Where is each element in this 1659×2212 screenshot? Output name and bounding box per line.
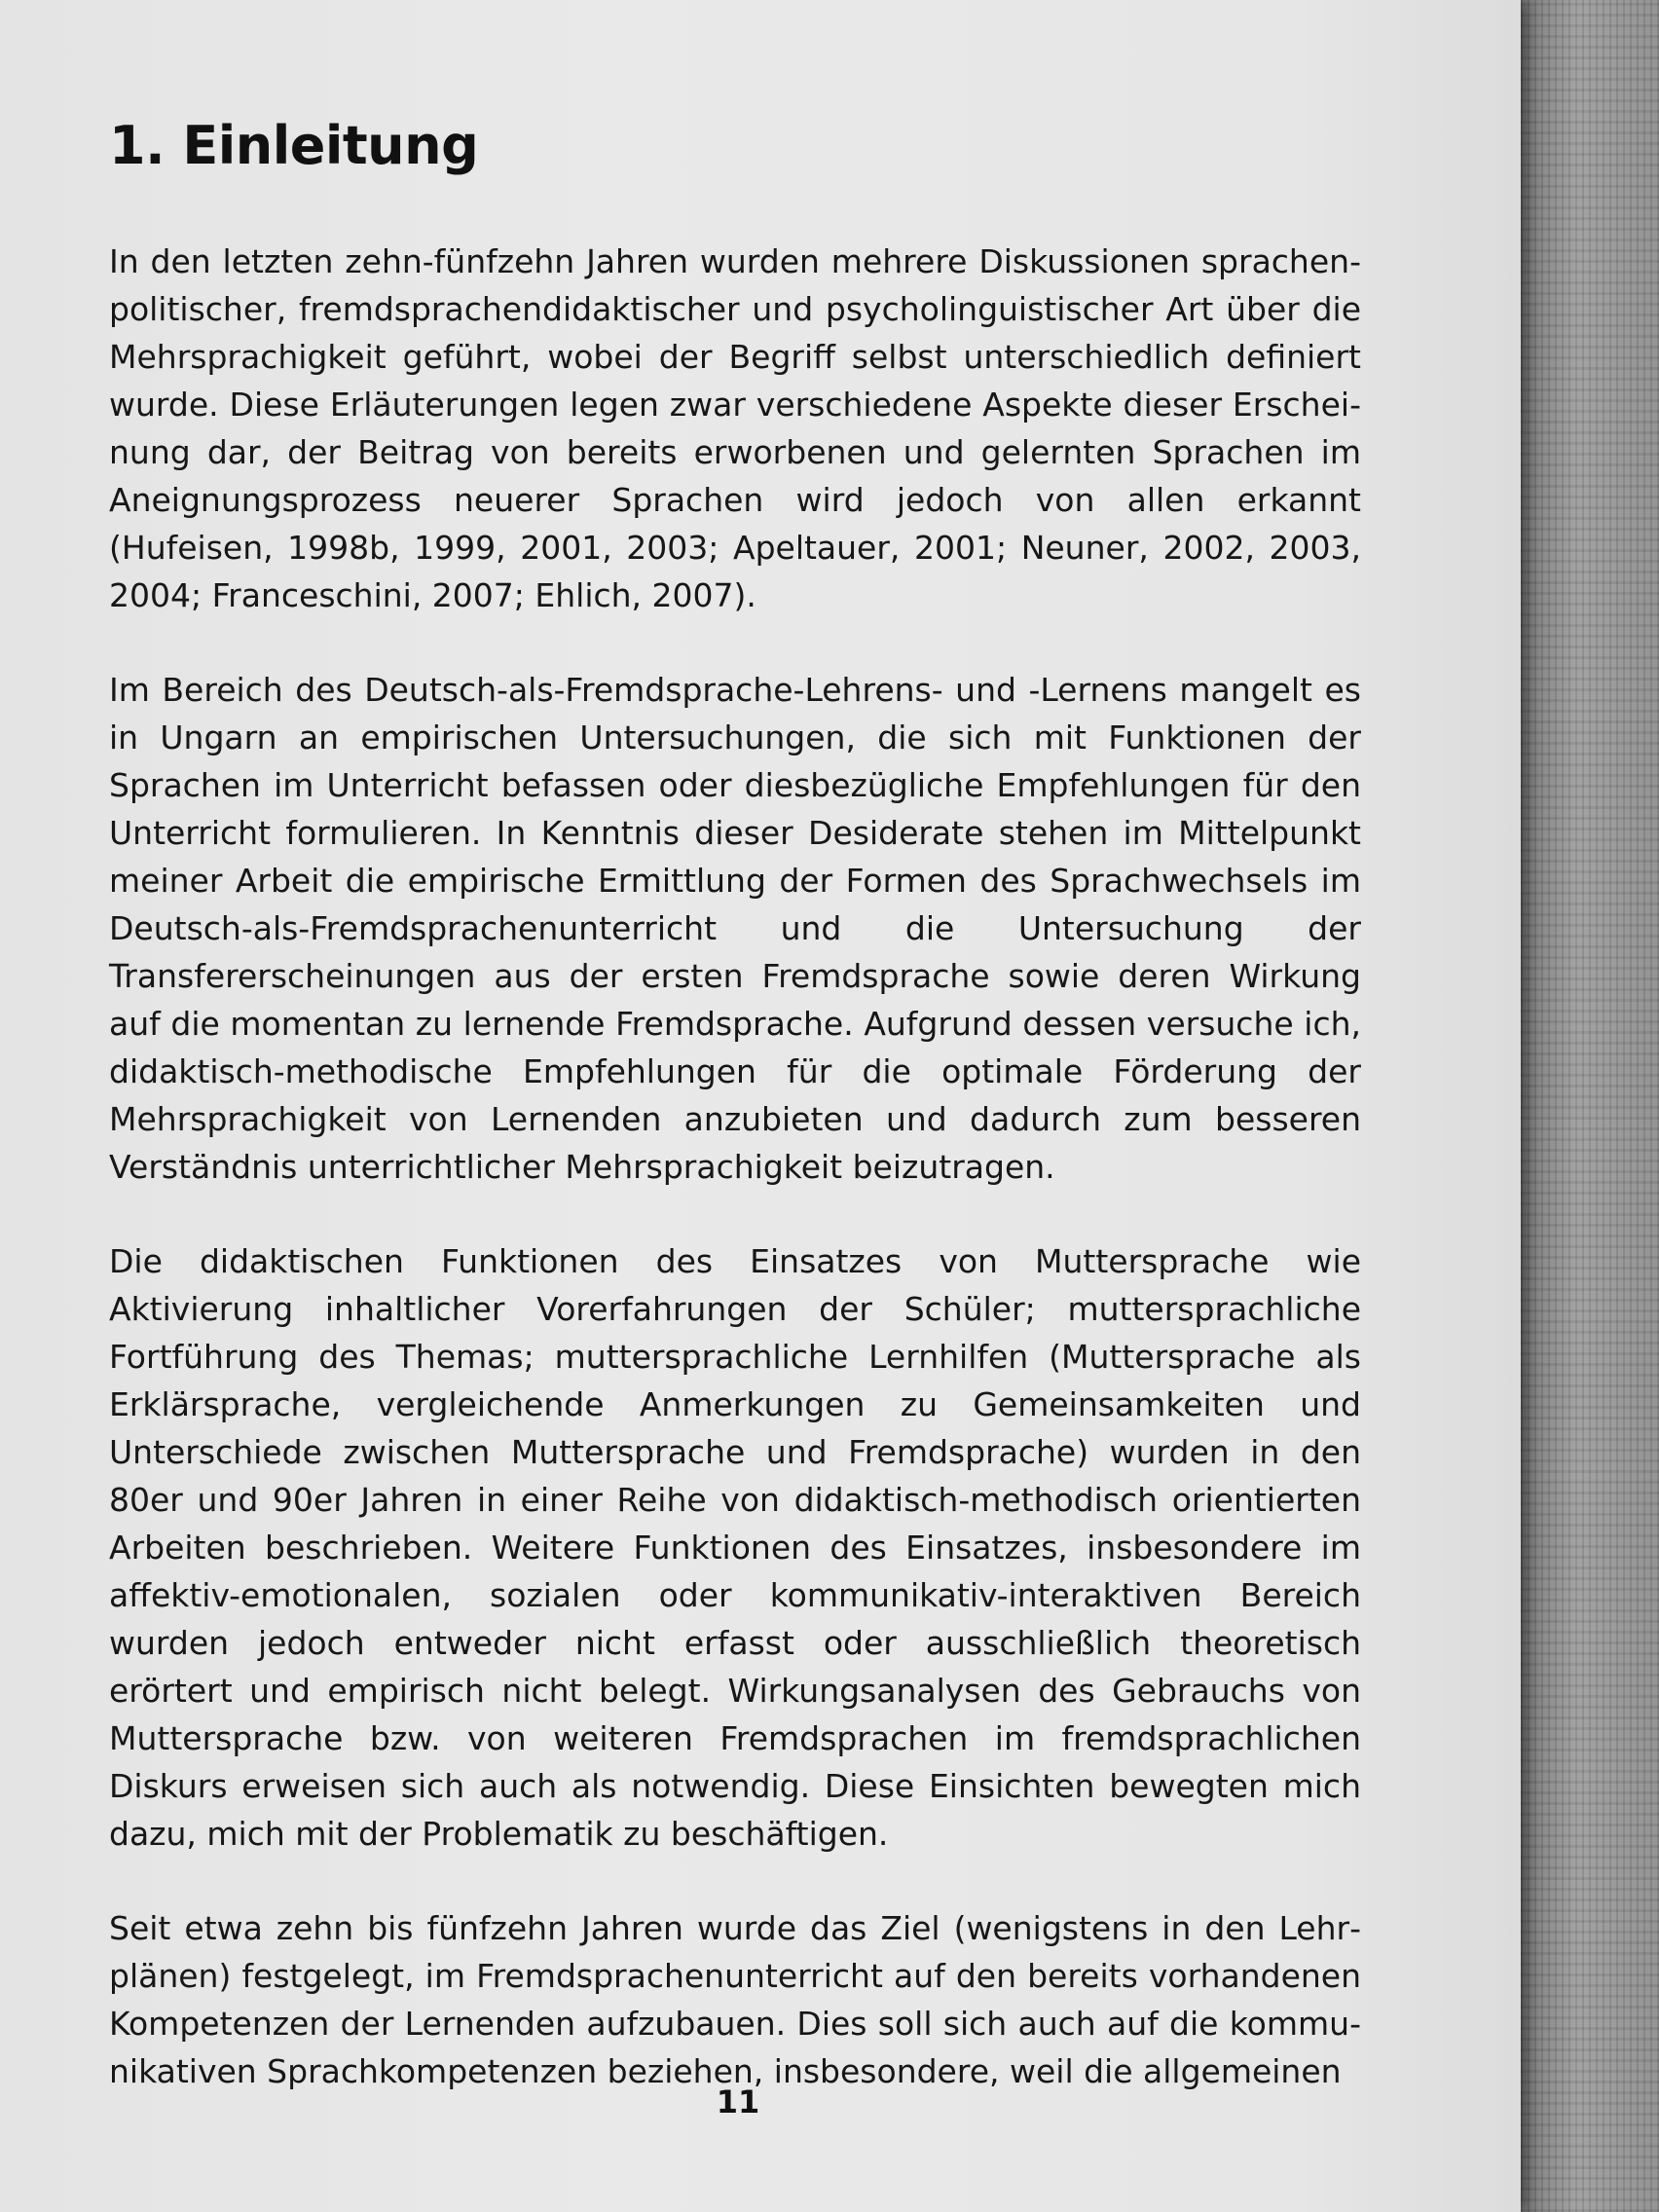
paragraph-1: In den letzten zehn-fünfzehn Jahren wurden mehrere Diskussionen sprachenpolitischer, fremdsprachendidaktischer und psycholinguistischer Art über die Mehrsprachigkeit geführt, wobei der Begriff selbst unterschiedlich definiert wurde. Diese Erläuterungen legen zwar verschiedene Aspekte dieser Erscheinung dar, der Beitrag von bereits erworbenen und gelernten Sprachen im Aneignungsprozess neuerer Sprachen wird jedoch von allen erkannt (Hufeisen, 1998b, 1999, 2001, 2003; Apeltauer, 2001; Neuner, 2002, 2003, 2004; Franceschini, 2007; Ehlich, 2007). <box>109 242 1361 614</box>
page-content <box>109 115 1361 2142</box>
background-surface <box>1521 0 1659 2212</box>
paragraph-2: Im Bereich des Deutsch-als-Fremdsprache-Lehrens- und -Lernens mangelt es in Ungarn an empirischen Untersuchungen, die sich mit Funktionen der Sprachen im Unterricht befassen oder diesbezügliche Empfehlungen für den Unterricht formulieren. In Kenntnis dieser Desiderate stehen im Mittelpunkt meiner Arbeit die empirische Ermittlung der Formen des Sprachwechsels im Deutsch-als-Fremdsprachenunterricht und die Untersuchung der Transfererscheinungen aus der ersten Fremdsprache sowie deren Wirkung auf die momentan zu lernende Fremdsprache. Aufgrund dessen versuche ich, didaktisch-methodische Empfehlungen für die optimale Förderung der Mehrsprachigkeit von Lernenden anzubieten und dadurch zum besseren Verständnis unterrichtlicher Mehrsprachigkeit beizutragen. <box>109 671 1361 1186</box>
paragraph-4: Seit etwa zehn bis fünfzehn Jahren wurde das Ziel (wenigstens in den Lehrplänen) festgelegt, im Fremdsprachenunterricht auf den bereits vorhandenen Kompetenzen der Lernenden aufzubauen. Dies soll sich auch auf die kommunikativen Sprachkompetenzen beziehen, insbesondere, weil die allgemeinen <box>109 1909 1361 2090</box>
paragraph-3: Die didaktischen Funktionen des Einsatzes von Muttersprache wie Aktivierung inhaltlicher Vorerfahrungen der Schüler; muttersprachliche Fortführung des Themas; muttersprachliche Lernhilfen (Muttersprache als Erklärsprache, vergleichende Anmerkungen zu Gemeinsamkeiten und Unterschiede zwischen Muttersprache und Fremdsprache) wurden in den 80er und 90er Jahren in einer Reihe von didaktisch-methodisch orientierten Arbeiten beschrieben. Weitere Funktionen des Einsatzes, insbesondere im affektiv-emotionalen, sozialen oder kommunikativ-interaktiven Bereich wurden jedoch entweder nicht erfasst oder ausschließlich theoretisch erörtert und empirisch nicht belegt. Wirkungsanalysen des Gebrauchs von Muttersprache bzw. von weiteren Fremdsprachen im fremdsprachlichen Diskurs erweisen sich auch als notwendig. Diese Einsichten bewegten mich dazu, mich mit der Problematik zu beschäftigen. <box>109 1242 1361 1853</box>
page-number: 11 <box>716 2083 760 2120</box>
chapter-title: 1. Einleitung <box>109 115 479 176</box>
